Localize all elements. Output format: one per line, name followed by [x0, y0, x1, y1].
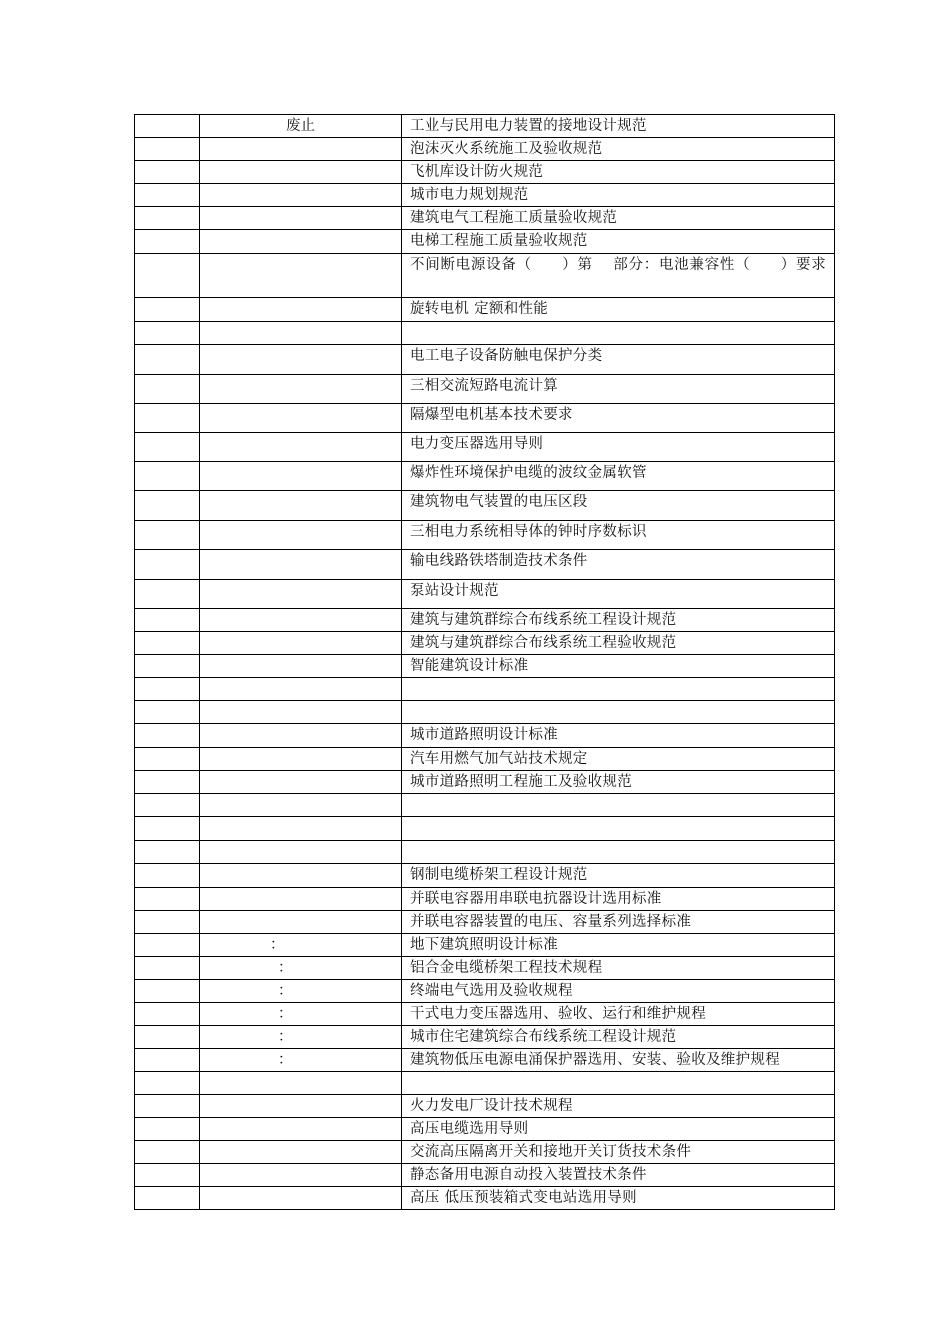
table-row: [135, 1095, 835, 1118]
row-number-cell: [135, 462, 200, 491]
standard-code-cell: [200, 298, 402, 322]
row-number-cell: [135, 794, 200, 817]
table-row: [135, 632, 835, 655]
standard-code-cell: [200, 1072, 402, 1095]
standard-title-cell: 高压 低压预装箱式变电站选用导则: [402, 1187, 835, 1210]
standard-code-cell: [200, 794, 402, 817]
table-row: [135, 980, 835, 1003]
standard-code-cell: [200, 161, 402, 184]
standard-title-cell: 城市道路照明设计标准: [402, 724, 835, 748]
table-row: [135, 375, 835, 404]
standard-title-cell: 静态备用电源自动投入装置技术条件: [402, 1164, 835, 1187]
row-number-cell: [135, 138, 200, 161]
table-row: [135, 1049, 835, 1072]
standard-title-cell: 工业与民用电力装置的接地设计规范: [402, 115, 835, 138]
row-number-cell: [135, 550, 200, 580]
standard-title-cell: 火力发电厂设计技术规程: [402, 1095, 835, 1118]
standard-code-cell: [200, 184, 402, 207]
standard-code-cell: [200, 1118, 402, 1141]
table-row: [135, 322, 835, 345]
table-row: [135, 724, 835, 748]
table-row: [135, 115, 835, 138]
table-row: [135, 161, 835, 184]
standard-title-cell: 建筑物低压电源电涌保护器选用、安装、验收及维护规程: [402, 1049, 835, 1072]
standard-title-cell: 建筑电气工程施工质量验收规范: [402, 207, 835, 230]
table-row: [135, 404, 835, 433]
standard-code-cell: ：: [200, 1026, 402, 1049]
table-row: [135, 254, 835, 298]
table-row: [135, 298, 835, 322]
row-number-cell: [135, 580, 200, 609]
standard-title-cell: 城市电力规划规范: [402, 184, 835, 207]
standard-code-cell: ：: [200, 1049, 402, 1072]
standard-title-cell: 输电线路铁塔制造技术条件: [402, 550, 835, 580]
table-row: [135, 580, 835, 609]
standard-code-cell: [200, 1141, 402, 1164]
standard-title-cell: 三相交流短路电流计算: [402, 375, 835, 404]
row-number-cell: [135, 817, 200, 841]
row-number-cell: [135, 433, 200, 462]
standard-code-cell: ：: [200, 934, 402, 957]
standard-title-cell: 终端电气选用及验收规程: [402, 980, 835, 1003]
table-row: [135, 934, 835, 957]
standards-table-body: [135, 115, 835, 1210]
standard-title-cell: [402, 817, 835, 841]
row-number-cell: [135, 911, 200, 934]
table-row: [135, 1026, 835, 1049]
standard-title-cell: 地下建筑照明设计标准: [402, 934, 835, 957]
standard-title-cell: 城市住宅建筑综合布线系统工程设计规范: [402, 1026, 835, 1049]
standard-title-cell: [402, 1072, 835, 1095]
standard-title-cell: 并联电容器装置的电压、容量系列选择标准: [402, 911, 835, 934]
standard-code-cell: [200, 138, 402, 161]
table-row: [135, 1187, 835, 1210]
standard-code-cell: [200, 1095, 402, 1118]
row-number-cell: [135, 888, 200, 911]
standard-code-cell: [200, 404, 402, 433]
table-row: [135, 655, 835, 678]
standard-title-cell: 钢制电缆桥架工程设计规范: [402, 864, 835, 888]
standard-code-cell: [200, 724, 402, 748]
standard-title-cell: [402, 841, 835, 864]
standard-code-cell: ：: [200, 980, 402, 1003]
row-number-cell: [135, 1164, 200, 1187]
row-number-cell: [135, 1141, 200, 1164]
standard-title-cell: 建筑物电气装置的电压区段: [402, 491, 835, 521]
standard-code-cell: [200, 207, 402, 230]
standard-code-cell: [200, 655, 402, 678]
standard-title-cell: 建筑与建筑群综合布线系统工程设计规范: [402, 609, 835, 632]
standard-code-cell: [200, 748, 402, 771]
row-number-cell: [135, 254, 200, 298]
row-number-cell: [135, 841, 200, 864]
standard-code-cell: [200, 911, 402, 934]
standard-code-cell: [200, 888, 402, 911]
standard-title-cell: 汽车用燃气加气站技术规定: [402, 748, 835, 771]
table-row: [135, 1141, 835, 1164]
row-number-cell: [135, 655, 200, 678]
table-row: [135, 1164, 835, 1187]
row-number-cell: [135, 322, 200, 345]
standard-title-cell: 旋转电机 定额和性能: [402, 298, 835, 322]
row-number-cell: [135, 771, 200, 794]
table-row: [135, 138, 835, 161]
row-number-cell: [135, 115, 200, 138]
standard-title-cell: 交流高压隔离开关和接地开关订货技术条件: [402, 1141, 835, 1164]
row-number-cell: [135, 980, 200, 1003]
table-row: [135, 230, 835, 254]
table-row: [135, 433, 835, 462]
row-number-cell: [135, 957, 200, 980]
row-number-cell: [135, 1049, 200, 1072]
standard-code-cell: [200, 375, 402, 404]
standard-title-cell: 爆炸性环境保护电缆的波纹金属软管: [402, 462, 835, 491]
table-row: [135, 462, 835, 491]
row-number-cell: [135, 934, 200, 957]
table-row: [135, 771, 835, 794]
table-row: [135, 817, 835, 841]
standard-code-cell: [200, 322, 402, 345]
table-row: [135, 345, 835, 375]
standard-title-cell: 飞机库设计防火规范: [402, 161, 835, 184]
table-row: [135, 678, 835, 701]
standard-code-cell: ：: [200, 1003, 402, 1026]
standard-title-cell: 电工电子设备防触电保护分类: [402, 345, 835, 375]
standard-code-cell: [200, 254, 402, 298]
row-number-cell: [135, 632, 200, 655]
table-row: [135, 794, 835, 817]
standard-title-cell: [402, 322, 835, 345]
row-number-cell: [135, 230, 200, 254]
standard-code-cell: [200, 462, 402, 491]
standard-title-cell: 智能建筑设计标准: [402, 655, 835, 678]
standard-code-cell: [200, 864, 402, 888]
standard-code-cell: ：: [200, 957, 402, 980]
row-number-cell: [135, 375, 200, 404]
standard-title-cell: [402, 701, 835, 724]
row-number-cell: [135, 678, 200, 701]
row-number-cell: [135, 404, 200, 433]
standard-code-cell: [200, 609, 402, 632]
row-number-cell: [135, 864, 200, 888]
row-number-cell: [135, 298, 200, 322]
table-row: [135, 888, 835, 911]
row-number-cell: [135, 491, 200, 521]
standard-code-cell: [200, 230, 402, 254]
row-number-cell: [135, 1187, 200, 1210]
table-row: [135, 748, 835, 771]
row-number-cell: [135, 701, 200, 724]
standard-code-cell: 废止: [200, 115, 402, 138]
standard-title-cell: [402, 678, 835, 701]
standard-code-cell: [200, 433, 402, 462]
table-row: [135, 609, 835, 632]
table-row: [135, 701, 835, 724]
standard-title-cell: [402, 794, 835, 817]
standard-code-cell: [200, 632, 402, 655]
table-row: [135, 841, 835, 864]
table-row: [135, 491, 835, 521]
standard-title-cell: 铝合金电缆桥架工程技术规程: [402, 957, 835, 980]
standard-code-cell: [200, 345, 402, 375]
standard-code-cell: [200, 1164, 402, 1187]
table-row: [135, 1118, 835, 1141]
standard-code-cell: [200, 1187, 402, 1210]
standard-code-cell: [200, 580, 402, 609]
standard-title-cell: 三相电力系统相导体的钟时序数标识: [402, 521, 835, 550]
row-number-cell: [135, 748, 200, 771]
standard-title-cell: 高压电缆选用导则: [402, 1118, 835, 1141]
table-row: [135, 1003, 835, 1026]
standard-title-cell: 并联电容器用串联电抗器设计选用标准: [402, 888, 835, 911]
row-number-cell: [135, 1026, 200, 1049]
standard-title-cell: 泡沫灭火系统施工及验收规范: [402, 138, 835, 161]
row-number-cell: [135, 724, 200, 748]
standards-table: [134, 114, 835, 1210]
standard-title-cell: 隔爆型电机基本技术要求: [402, 404, 835, 433]
table-row: [135, 521, 835, 550]
row-number-cell: [135, 521, 200, 550]
row-number-cell: [135, 161, 200, 184]
table-row: [135, 1072, 835, 1095]
standard-title-cell: 不间断电源设备（ ）第 部分：电池兼容性（ ）要求: [402, 254, 835, 298]
table-row: [135, 911, 835, 934]
standard-title-cell: 城市道路照明工程施工及验收规范: [402, 771, 835, 794]
standard-title-cell: 电力变压器选用导则: [402, 433, 835, 462]
standard-code-cell: [200, 550, 402, 580]
standard-code-cell: [200, 817, 402, 841]
row-number-cell: [135, 1072, 200, 1095]
standard-title-cell: 建筑与建筑群综合布线系统工程验收规范: [402, 632, 835, 655]
standard-code-cell: [200, 521, 402, 550]
table-row: [135, 207, 835, 230]
standard-title-cell: 电梯工程施工质量验收规范: [402, 230, 835, 254]
table-row: [135, 864, 835, 888]
row-number-cell: [135, 609, 200, 632]
standard-code-cell: [200, 678, 402, 701]
standard-title-cell: 干式电力变压器选用、验收、运行和维护规程: [402, 1003, 835, 1026]
standard-title-cell: 泵站设计规范: [402, 580, 835, 609]
standard-code-cell: [200, 491, 402, 521]
table-row: [135, 184, 835, 207]
standard-code-cell: [200, 771, 402, 794]
row-number-cell: [135, 184, 200, 207]
row-number-cell: [135, 1095, 200, 1118]
row-number-cell: [135, 1118, 200, 1141]
table-row: [135, 957, 835, 980]
row-number-cell: [135, 345, 200, 375]
row-number-cell: [135, 1003, 200, 1026]
table-row: [135, 550, 835, 580]
standard-code-cell: [200, 701, 402, 724]
standard-code-cell: [200, 841, 402, 864]
row-number-cell: [135, 207, 200, 230]
